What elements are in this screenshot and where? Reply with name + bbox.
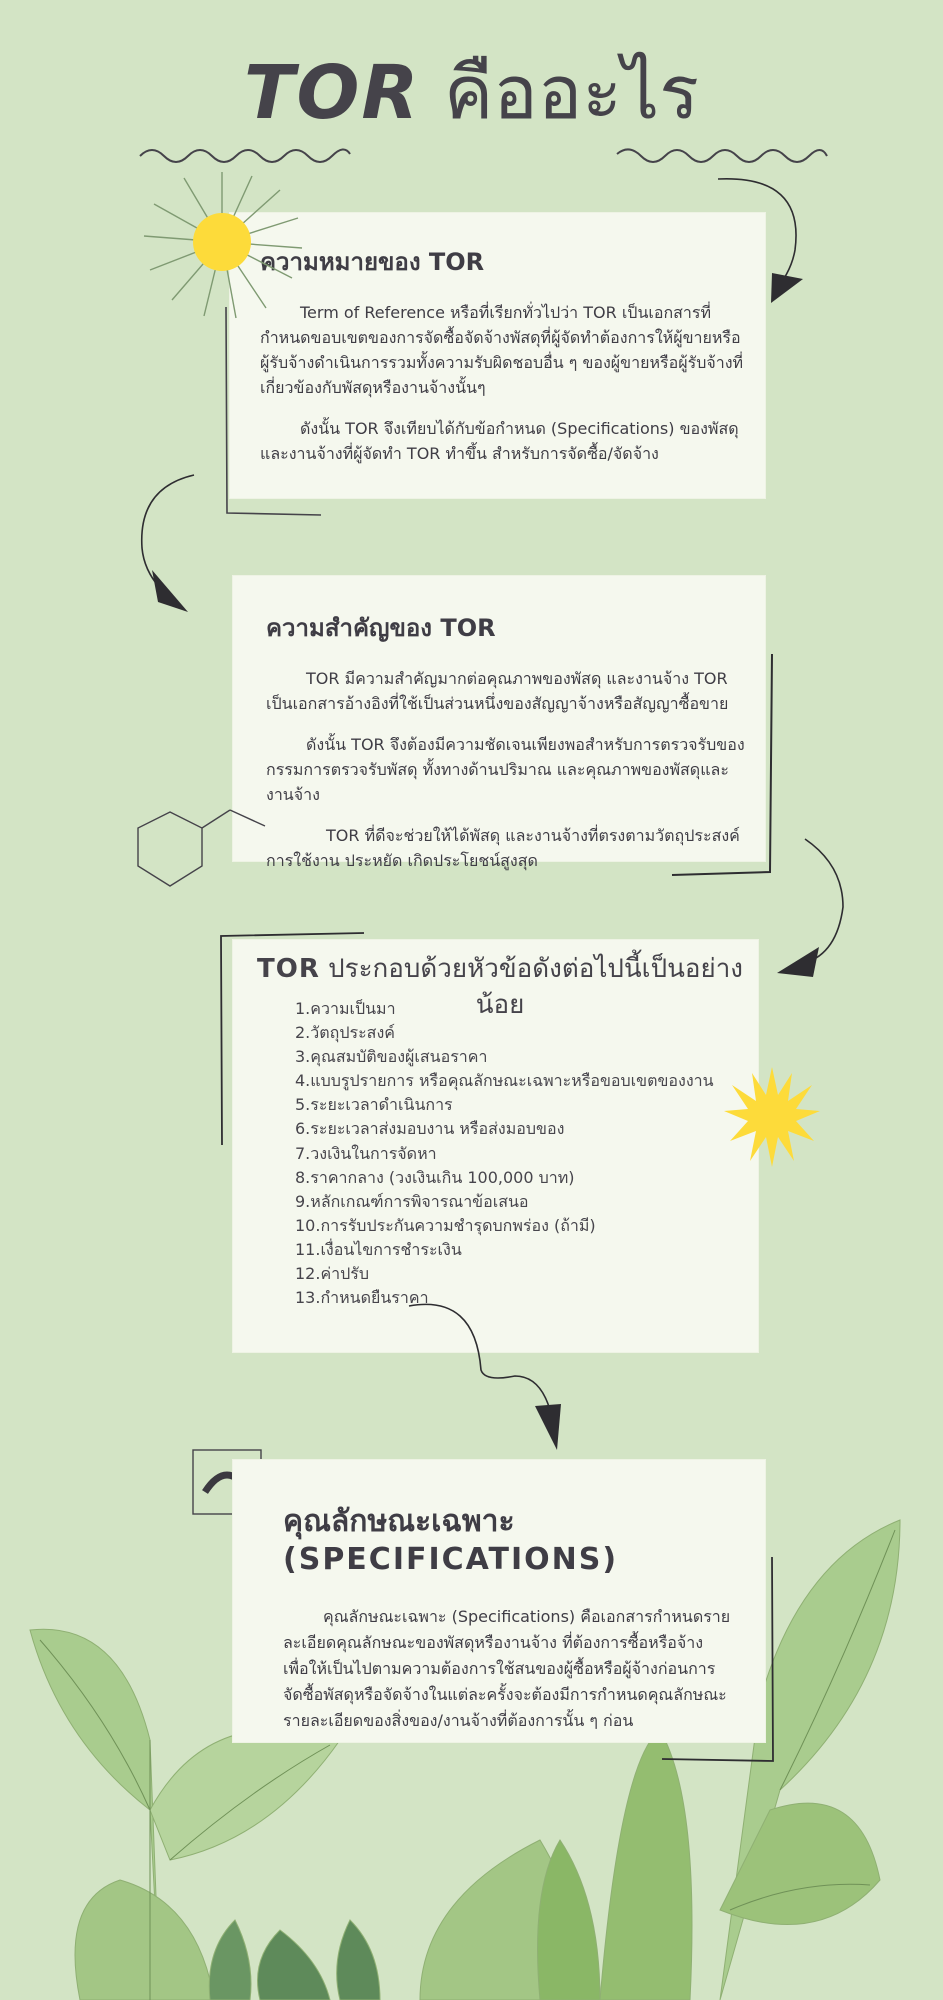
importance-paragraph-3-text: TOR ที่ดีจะช่วยให้ได้พัสดุ และงานจ้างที่ตรงตามวัตถุประสงค์การใช้งาน ประหยัด เกิดประโยชน์สูงสุด: [266, 825, 740, 870]
curved-arrow-icon: [775, 835, 850, 980]
specifications-heading: [283, 1503, 733, 1579]
specifications-paragraph-text: คุณลักษณะเฉพาะ (Specifications) คือเอกสารกำหนดรายละเอียดคุณลักษณะของพัสดุหรืองานจ้าง ที่ต้องการซื้อหรือจ้าง เพื่อให้เป็นไปตามความต้องการใช้สนของผู้ซื้อหรือผู้จ้างก่อนการจัดซื้อพัสดุหรือจัดจ้างในแต่ละครั้งจะต้องมีการกำหนดคุณลักษณะรายละเอียดของสิ่งของ/งานจ้างที่ต้องการนั้น ๆ ก่อน: [283, 1606, 731, 1730]
list-item: 8.ราคากลาง (วงเงินเกิน 100,000 บาท): [295, 1167, 575, 1187]
curved-arrow-icon: [130, 470, 205, 615]
importance-heading-text: ความสำคัญของ: [266, 613, 441, 642]
importance-heading: [266, 608, 746, 647]
list-item: 9.หลักเกณฑ์การพิจารณาข้อเสนอ: [295, 1191, 529, 1211]
list-item: 10.การรับประกันความชำรุดบกพร่อง (ถ้ามี): [295, 1215, 596, 1235]
meaning-paragraph-2-text: ดังนั้น TOR จึงเทียบได้กับข้อกำหนด (Specifications) ของพัสดุและงานจ้างที่ผู้จัดทำ TOR ทำขึ้น สำหรับการจัดซื้อ/จัดจ้าง: [260, 418, 739, 463]
specifications-content: [283, 1478, 733, 1750]
curved-arrow-icon: [405, 1300, 565, 1455]
list-item: 1.ความเป็นมา: [295, 999, 396, 1018]
meaning-paragraph-1-text: Term of Reference หรือที่เรียกทั่วไปว่า TOR เป็นเอกสารที่กำหนดขอบเขตของการจัดซื้อจัดจ้างพัสดุที่ผู้จัดทำต้องการให้ผู้ขายหรือผู้รับจ้างดำเนินการรวมทั้งความรับผิดชอบอื่น ๆ ของผู้ขายหรือผู้รับจ้างที่เกี่ยวข้องกับพัสดุหรืองานจ้างนั้นๆ: [260, 302, 744, 397]
components-heading-brand: TOR: [256, 954, 320, 984]
page-title: [0, 48, 943, 138]
list-item: 12.ค่าปรับ: [295, 1264, 370, 1284]
components-heading-text: ประกอบด้วยหัวข้อดังต่อไปนี้เป็นอย่างน้อย: [319, 954, 743, 1020]
specifications-heading-line-2: (SPECIFICATIONS): [283, 1541, 619, 1577]
list-item: 5.ระยะเวลาดำเนินการ: [295, 1095, 453, 1115]
title-rest: คืออะไร: [420, 50, 699, 136]
importance-paragraph-3: [266, 824, 746, 874]
squiggle-left-decoration: [138, 140, 353, 170]
meaning-heading: [260, 242, 745, 281]
specifications-paragraph: [283, 1604, 733, 1734]
importance-paragraph-2-text: ดังนั้น TOR จึงต้องมีความชัดเจนเพียงพอสำหรับการตรวจรับของกรรมการตรวจรับพัสดุ ทั้งทางด้านปริมาณ และคุณภาพของพัสดุและงานจ้าง: [266, 734, 745, 804]
curved-arrow-icon: [715, 175, 810, 310]
hexagon-molecule-decoration: [130, 800, 270, 892]
list-item: 11.เงื่อนไขการชำระเงิน: [295, 1239, 462, 1259]
meaning-paragraph-1: [260, 301, 745, 401]
list-item: 2.วัตถุประสงค์: [295, 1023, 395, 1043]
components-list: [295, 997, 735, 1310]
meaning-heading-brand: TOR: [428, 247, 485, 276]
meaning-heading-text: ความหมายของ: [260, 247, 429, 276]
list-item: 6.ระยะเวลาส่งมอบงาน หรือส่งมอบของ: [295, 1119, 565, 1139]
list-item: 3.คุณสมบัติของผู้เสนอราคา: [295, 1047, 488, 1067]
importance-heading-brand: TOR: [440, 613, 496, 642]
specifications-heading-line-1: คุณลักษณะเฉพาะ: [283, 1503, 515, 1539]
importance-content: [266, 588, 746, 890]
list-item: 13.กำหนดยืนราคา: [295, 1288, 429, 1308]
sun-rays-decoration: [140, 170, 305, 320]
importance-paragraph-1: [266, 667, 746, 717]
list-item: 4.แบบรูปรายการ หรือคุณลักษณะเฉพาะหรือขอบเขตของงาน: [295, 1071, 714, 1091]
title-brand: TOR: [244, 50, 421, 136]
importance-paragraph-2: [266, 733, 746, 808]
meaning-content: [260, 222, 745, 483]
squiggle-right-decoration: [615, 140, 830, 170]
importance-paragraph-1-text: TOR มีความสำคัญมากต่อคุณภาพของพัสดุ และงานจ้าง TOR เป็นเอกสารอ้างอิงที่ใช้เป็นส่วนหนึ่งของสัญญาจ้างหรือสัญญาซื้อขาย: [266, 668, 729, 713]
meaning-paragraph-2: [260, 417, 745, 467]
star-burst-decoration: [722, 1065, 822, 1170]
list-item: 7.วงเงินในการจัดหา: [295, 1143, 437, 1163]
